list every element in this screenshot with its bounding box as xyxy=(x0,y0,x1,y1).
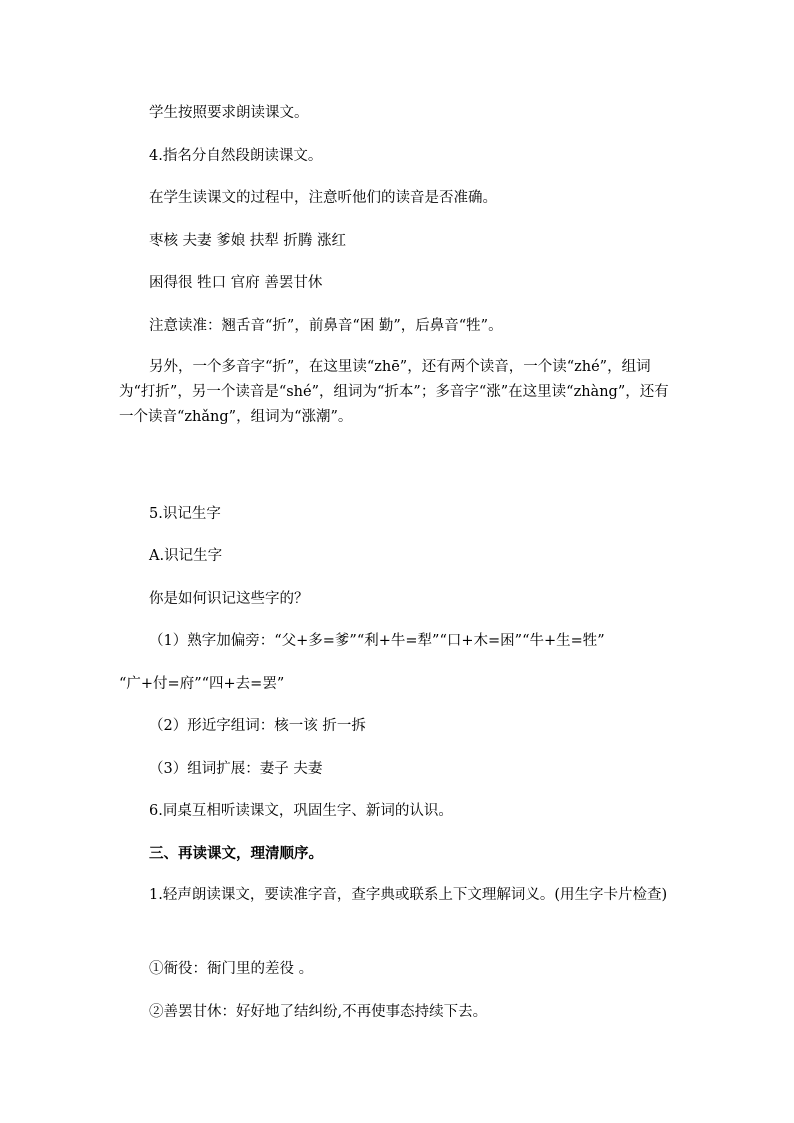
section-6: 6.同桌互相听读课文，巩固生字、新词的认识。 xyxy=(149,803,453,819)
section-5-item-1-line-1: （1）熟字加偏旁：“父+多=爹”“利+牛=犁”“口+木=困”“牛+生=牲” xyxy=(149,633,605,649)
section-5-sub-a: A.识记生字 xyxy=(149,548,223,564)
vocab-line-2: 困得很 牲口 官府 善罢甘休 xyxy=(149,275,323,291)
polyphone-paragraph: 另外，一个多音字“折”，在这里读“zhē”，还有两个读音，一个读“zhé”，组词为“打折”，另一个读音是“shé”，组词为“折本”；多音字“涨”在这里读“zhàng”，还有一个读音“zhǎng”，组词为“涨潮”。 xyxy=(119,359,669,425)
pronunciation-note: 注意读准：翘舌音“折”，前鼻音“困 勤”，后鼻音“牲”。 xyxy=(149,318,503,334)
step-4-read-by-paragraph: 4.指名分自然段朗读课文。 xyxy=(149,148,323,164)
section-5-item-2: （2）形近字组词：核一该 折一拆 xyxy=(149,718,366,734)
section-5-question: 你是如何识记这些字的？ xyxy=(149,591,309,607)
vocab-line-1: 枣核 夫妻 爹娘 扶犁 折腾 涨红 xyxy=(149,233,347,249)
text-line-read-as-required: 学生按照要求朗读课文。 xyxy=(149,105,309,121)
section-three-item-1: 1.轻声朗读课文，要读准字音，查字典或联系上下文理解词义。(用生字卡片检查) xyxy=(149,887,668,903)
text-line-listen-pronunciation: 在学生读课文的过程中，注意听他们的读音是否准确。 xyxy=(149,190,497,206)
section-5-item-3: （3）组词扩展：妻子 夫妻 xyxy=(149,761,323,777)
vocab-definition-1: ①衙役：衙门里的差役 。 xyxy=(149,961,314,977)
section-5-item-1-line-2: “广+付=府”“四+去=罢” xyxy=(119,676,285,692)
section-5-heading: 5.识记生字 xyxy=(149,506,221,522)
vocab-definition-2: ②善罢甘休：好好地了结纠纷,不再使事态持续下去。 xyxy=(149,1004,488,1020)
section-three-heading: 三、再读课文，理清顺序。 xyxy=(149,845,323,862)
